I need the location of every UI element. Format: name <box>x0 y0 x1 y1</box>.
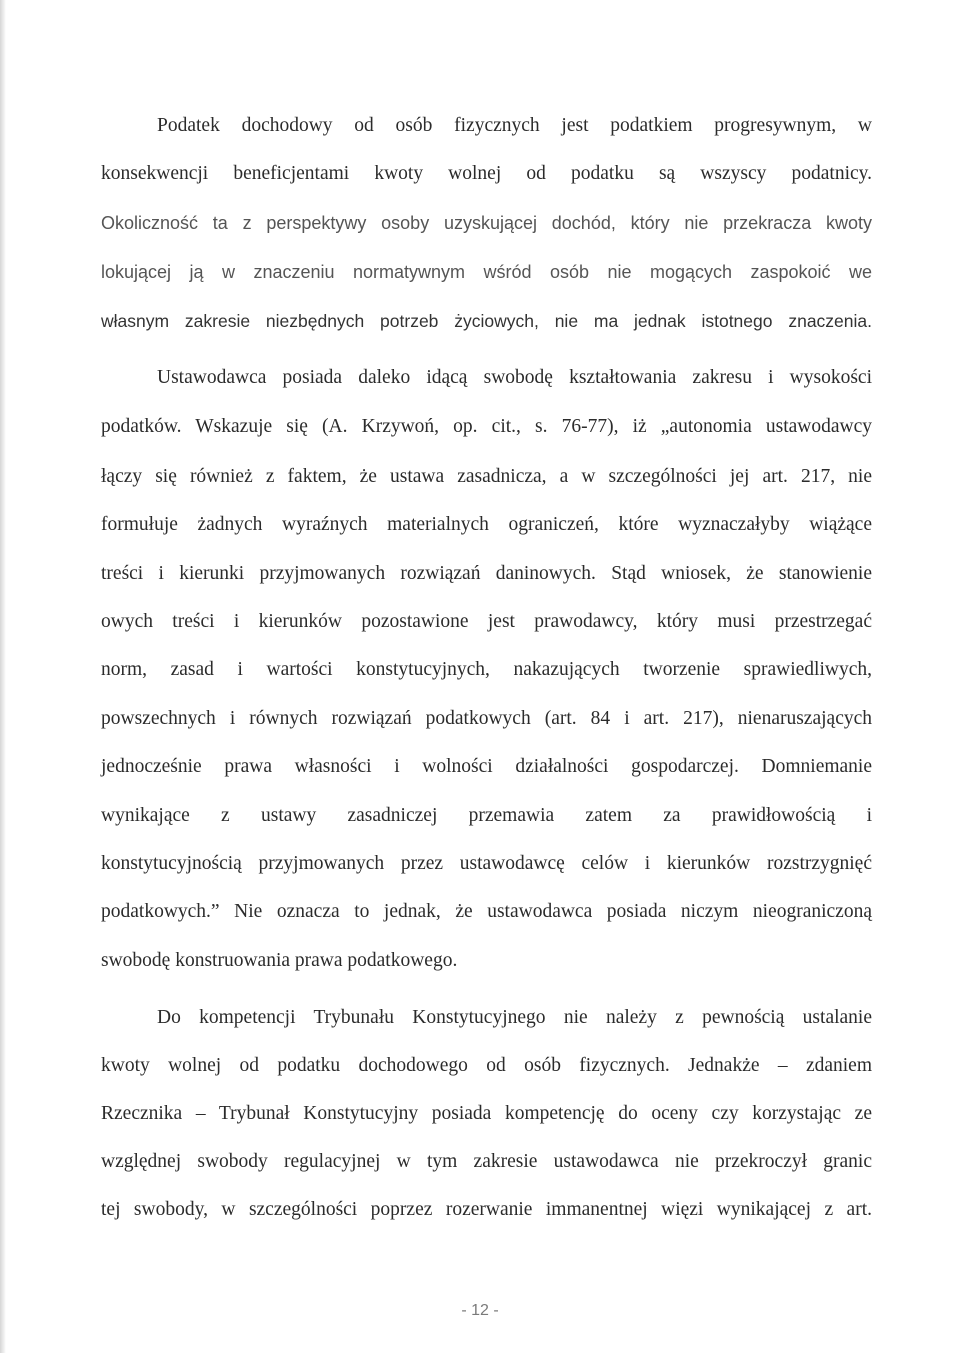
paragraph-2-line-2: podatków. Wskazuje się (A. Krzywoń, op. cit., s. 76-77), iż „autonomia ustawodawcy <box>101 416 872 437</box>
paragraph-1-line-3: Okoliczność ta z perspektywy osoby uzyskującej dochód, który nie przekracza kwoty <box>101 213 872 233</box>
page-number: - 12 - <box>461 1302 499 1319</box>
paragraph-1-line-5: własnym zakresie niezbędnych potrzeb życiowych, nie ma jednak istotnego znaczenia. <box>101 311 872 331</box>
paragraph-2-line-7: norm, zasad i wartości konstytucyjnych, nakazujących tworzenie sprawiedliwych, <box>101 659 872 680</box>
paragraph-2-line-11: konstytucyjnością przyjmowanych przez ustawodawcę celów i kierunków rozstrzygnięć <box>101 853 872 874</box>
paragraph-2-line-13: swobodę konstruowania prawa podatkowego. <box>101 950 458 971</box>
paragraph-3-line-4: względnej swobody regulacyjnej w tym zakresie ustawodawca nie przekroczył granic <box>101 1151 872 1172</box>
paragraph-2-line-8: powszechnych i równych rozwiązań podatkowych (art. 84 i art. 217), nienaruszających <box>101 708 872 729</box>
paragraph-3-line-5: tej swobody, w szczególności poprzez rozerwanie immanentnej więzi wynikającej z art. <box>101 1199 872 1220</box>
paragraph-2-line-9: jednocześnie prawa własności i wolności działalności gospodarczej. Domniemanie <box>101 756 872 777</box>
paragraph-2-line-1: Ustawodawca posiada daleko idącą swobodę kształtowania zakresu i wysokości <box>157 367 872 388</box>
paragraph-2-line-4: formułuje żadnych wyraźnych materialnych ograniczeń, które wyznaczałyby wiążące <box>101 514 872 535</box>
paragraph-3-line-2: kwoty wolnej od podatku dochodowego od osób fizycznych. Jednakże – zdaniem <box>101 1055 872 1076</box>
paragraph-1-line-4: lokującej ją w znaczeniu normatywnym wśród osób nie mogących zaspokoić we <box>101 262 872 282</box>
paragraph-1-line-2: konsekwencji beneficjentami kwoty wolnej od podatku są wszyscy podatnicy. <box>101 163 872 184</box>
paragraph-2-line-12: podatkowych.” Nie oznacza to jednak, że ustawodawca posiada niczym nieograniczoną <box>101 901 872 922</box>
paragraph-2-line-10: wynikające z ustawy zasadniczej przemawia zatem za prawidłowością i <box>101 805 872 826</box>
paragraph-2-line-5: treści i kierunki przyjmowanych rozwiązań daninowych. Stąd wniosek, że stanowienie <box>101 563 872 584</box>
paragraph-3-line-3: Rzecznika – Trybunał Konstytucyjny posiada kompetencję do oceny czy korzystając ze <box>101 1103 872 1124</box>
paragraph-3-line-1: Do kompetencji Trybunału Konstytucyjnego nie należy z pewnością ustalanie <box>157 1007 872 1028</box>
paragraph-1-line-1: Podatek dochodowy od osób fizycznych jest podatkiem progresywnym, w <box>157 115 872 136</box>
paragraph-2-line-6: owych treści i kierunków pozostawione jest prawodawcy, który musi przestrzegać <box>101 611 872 632</box>
paragraph-2-line-3: łączy się również z faktem, że ustawa zasadnicza, a w szczególności jej art. 217, nie <box>101 466 872 487</box>
